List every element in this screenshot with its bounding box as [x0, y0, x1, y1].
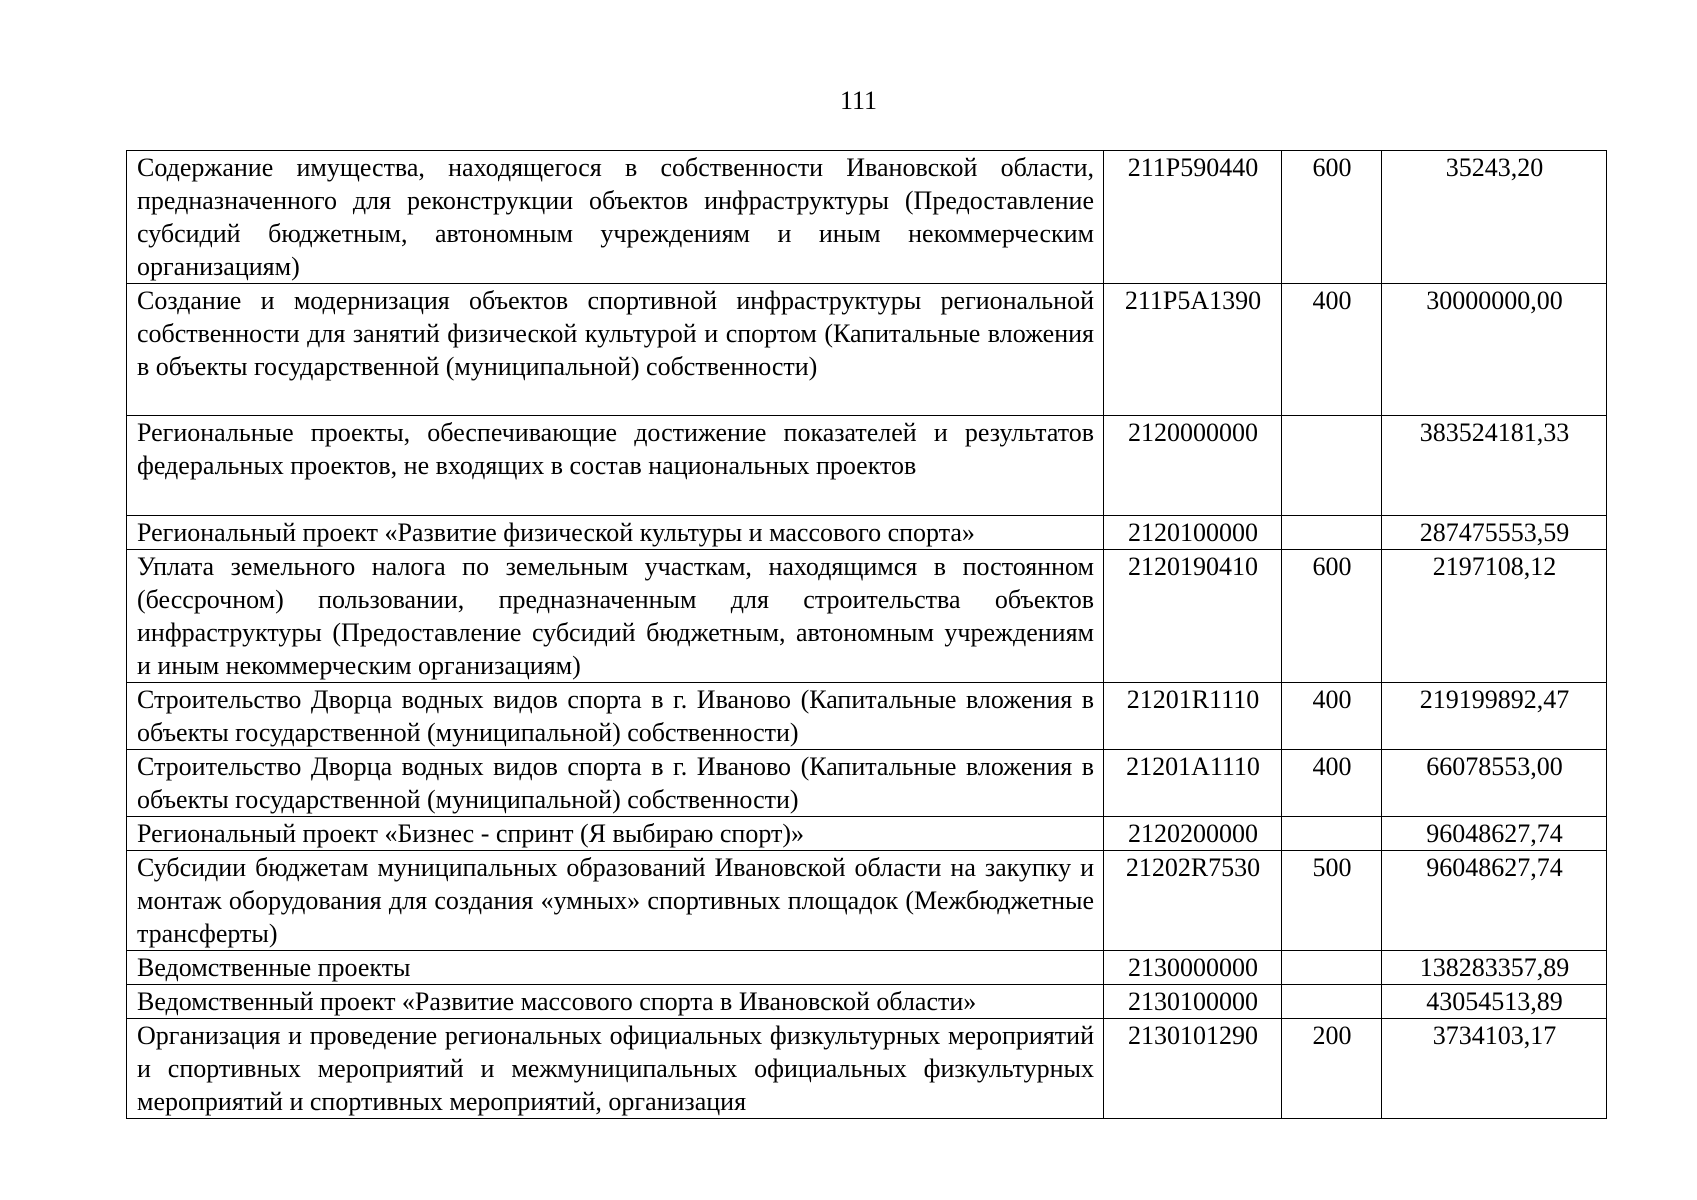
table-row — [127, 151, 1607, 284]
row-expense-type: 400 — [1282, 284, 1382, 416]
row-expense-type: 200 — [1282, 1019, 1382, 1119]
row-expense-type — [1282, 516, 1382, 550]
row-amount: 43054513,89 — [1382, 985, 1607, 1019]
table-row — [127, 985, 1607, 1019]
page-number: 111 — [839, 86, 878, 115]
table-row — [127, 817, 1607, 851]
row-expense-type: 600 — [1282, 151, 1382, 284]
table-row — [127, 516, 1607, 550]
row-description: Уплата земельного налога по земельным участкам, находящимся в постоянном (бессрочном) пользовании, предназначенным для строительства объектов инфраструктуры (Предоставление субсидий бюджетным, автономным учреждениям и иным некоммерческим организациям) — [127, 550, 1104, 683]
row-description: Содержание имущества, находящегося в собственности Ивановской области, предназначенного для реконструкции объектов инфраструктуры (Предоставление субсидий бюджетным, автономным учреждениям и иным некоммерческим организациям) — [127, 151, 1104, 284]
row-description: Строительство Дворца водных видов спорта в г. Иваново (Капитальные вложения в объекты государственной (муниципальной) собственности) — [127, 683, 1104, 750]
row-description: Организация и проведение региональных официальных физкультурных мероприятий и спортивных мероприятий и межмуниципальных официальных физкультурных мероприятий и спортивных мероприятий, организация — [127, 1019, 1104, 1119]
table-row — [127, 750, 1607, 817]
row-target-code: 2130101290 — [1104, 1019, 1282, 1119]
row-target-code: 211P5A1390 — [1104, 284, 1282, 416]
table-row — [127, 683, 1607, 750]
row-expense-type: 400 — [1282, 683, 1382, 750]
row-description: Региональный проект «Бизнес - спринт (Я выбираю спорт)» — [127, 817, 1104, 851]
row-amount: 2197108,12 — [1382, 550, 1607, 683]
table-row — [127, 416, 1607, 516]
table-row — [127, 851, 1607, 951]
row-target-code: 2120000000 — [1104, 416, 1282, 516]
row-amount: 66078553,00 — [1382, 750, 1607, 817]
row-target-code: 21202R7530 — [1104, 851, 1282, 951]
row-description: Региональные проекты, обеспечивающие достижение показателей и результатов федеральных проектов, не входящих в состав национальных проектов — [127, 416, 1104, 516]
row-amount: 96048627,74 — [1382, 851, 1607, 951]
row-amount: 287475553,59 — [1382, 516, 1607, 550]
row-amount: 35243,20 — [1382, 151, 1607, 284]
row-target-code: 2130100000 — [1104, 985, 1282, 1019]
row-description: Субсидии бюджетам муниципальных образований Ивановской области на закупку и монтаж оборудования для создания «умных» спортивных площадок (Межбюджетные трансферты) — [127, 851, 1104, 951]
row-expense-type — [1282, 985, 1382, 1019]
row-expense-type — [1282, 951, 1382, 985]
row-target-code: 2130000000 — [1104, 951, 1282, 985]
row-description: Строительство Дворца водных видов спорта в г. Иваново (Капитальные вложения в объекты государственной (муниципальной) собственности) — [127, 750, 1104, 817]
row-target-code: 21201R1110 — [1104, 683, 1282, 750]
row-target-code: 2120200000 — [1104, 817, 1282, 851]
table-row — [127, 284, 1607, 416]
table-row — [127, 1019, 1607, 1119]
row-amount: 219199892,47 — [1382, 683, 1607, 750]
table-row — [127, 550, 1607, 683]
row-amount: 3734103,17 — [1382, 1019, 1607, 1119]
row-target-code: 211P590440 — [1104, 151, 1282, 284]
row-expense-type: 400 — [1282, 750, 1382, 817]
row-amount: 30000000,00 — [1382, 284, 1607, 416]
row-expense-type — [1282, 416, 1382, 516]
row-description: Региональный проект «Развитие физической культуры и массового спорта» — [127, 516, 1104, 550]
row-amount: 96048627,74 — [1382, 817, 1607, 851]
budget-table — [126, 150, 1607, 1119]
row-amount: 383524181,33 — [1382, 416, 1607, 516]
row-description: Ведомственный проект «Развитие массового спорта в Ивановской области» — [127, 985, 1104, 1019]
row-description: Ведомственные проекты — [127, 951, 1104, 985]
table-row — [127, 951, 1607, 985]
row-expense-type: 500 — [1282, 851, 1382, 951]
row-expense-type: 600 — [1282, 550, 1382, 683]
row-description: Создание и модернизация объектов спортивной инфраструктуры региональной собственности для занятий физической культурой и спортом (Капитальные вложения в объекты государственной (муниципальной) собственности) — [127, 284, 1104, 416]
row-target-code: 21201A1110 — [1104, 750, 1282, 817]
row-amount: 138283357,89 — [1382, 951, 1607, 985]
row-expense-type — [1282, 817, 1382, 851]
row-target-code: 2120190410 — [1104, 550, 1282, 683]
row-target-code: 2120100000 — [1104, 516, 1282, 550]
